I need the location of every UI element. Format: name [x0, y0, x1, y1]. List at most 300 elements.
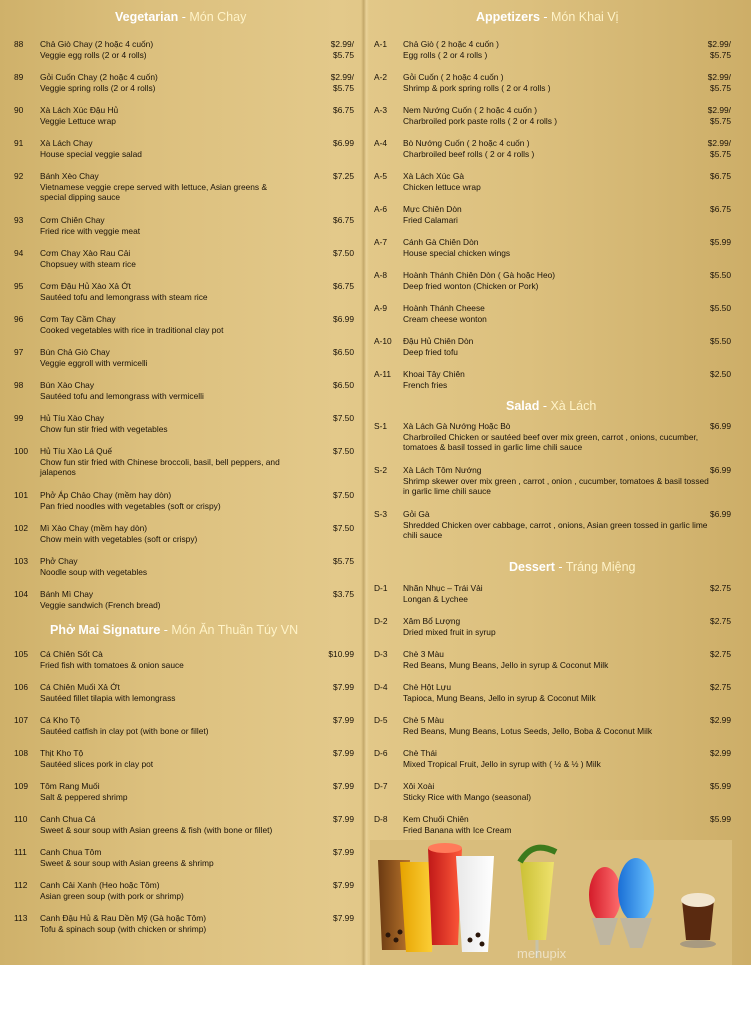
item-name-vietnamese: Chả Giò Chay (2 hoặc 4 cuốn): [40, 39, 154, 49]
item-number: 104: [14, 589, 28, 599]
price-value: $7.50: [333, 490, 354, 500]
item-name-vietnamese: Canh Chua Cá: [40, 814, 96, 824]
price-value: $2.99/: [707, 39, 731, 49]
section-header-appetizers: Appetizers - Món Khai Vị: [476, 10, 619, 24]
item-price: [699, 204, 731, 215]
price-value: $7.50: [333, 248, 354, 258]
item-number: A-9: [374, 303, 388, 313]
item-text: [40, 649, 285, 670]
item-price: [322, 314, 354, 325]
item-description-english: Tofu & spinach soup (with chicken or shrimp): [40, 923, 207, 934]
item-price: [322, 523, 354, 534]
item-text: [40, 913, 285, 934]
item-number: 90: [14, 105, 24, 115]
item-name-vietnamese: Xà Lách Gà Nướng Hoặc Bò: [403, 421, 511, 431]
price-value: $7.99: [333, 814, 354, 824]
item-description-english: Shrimp & pork spring rolls ( 2 or 4 rolls ): [403, 82, 551, 93]
item-description-english: Egg rolls ( 2 or 4 rolls ): [403, 49, 488, 60]
item-text: [403, 171, 713, 192]
item-number: A-7: [374, 237, 388, 247]
item-number: 92: [14, 171, 24, 181]
item-text: [40, 682, 285, 703]
item-text: [403, 465, 713, 497]
item-number: 102: [14, 523, 28, 533]
price-value: $2.75: [710, 583, 731, 593]
item-name-vietnamese: Bún Xào Chay: [40, 380, 95, 390]
item-price: [699, 270, 731, 281]
price-value: $5.99: [710, 814, 731, 824]
item-number: 111: [14, 847, 27, 857]
item-description-english: Sautéed tofu and lemongrass with vermicelli: [40, 390, 204, 401]
item-number: A-3: [374, 105, 388, 115]
item-price: [322, 215, 354, 226]
item-name-vietnamese: Xôi Xoài: [403, 781, 435, 791]
item-name-vietnamese: Gỏi Cuốn Chay (2 hoặc 4 cuốn): [40, 72, 158, 82]
item-name-vietnamese: Chè Hột Lựu: [403, 682, 451, 692]
item-text: [40, 715, 285, 736]
item-text: [403, 369, 713, 390]
item-name-vietnamese: Kem Chuối Chiên: [403, 814, 469, 824]
item-description-english: Shrimp skewer over mix green , carrot , onion , cucumber, tomatoes & basil tossed in garlic lime chili sauce: [403, 475, 709, 497]
item-description-english: Red Beans, Mung Beans, Lotus Seeds, Jello, Boba & Coconut Milk: [403, 725, 653, 736]
item-text: [40, 72, 285, 93]
price-value: $7.25: [333, 171, 354, 181]
item-price: [699, 465, 731, 476]
item-text: [40, 446, 285, 478]
item-number: 106: [14, 682, 28, 692]
item-price: [322, 347, 354, 358]
item-description-english: Sautéed tofu and lemongrass with steam rice: [40, 291, 208, 302]
item-description-english: Chow fun stir fried with Chinese broccoli, basil, bell peppers, and jalapenos: [40, 456, 280, 478]
item-price: [322, 248, 354, 259]
item-price: [699, 583, 731, 594]
item-price: [699, 237, 731, 248]
item-name-vietnamese: Hủ Tíu Xào Lá Quế: [40, 446, 113, 456]
item-description-english: Charbroiled pork paste rolls ( 2 or 4 rolls ): [403, 115, 558, 126]
item-price: [322, 589, 354, 600]
item-name-vietnamese: Cơm Chay Xào Rau Cải: [40, 248, 131, 258]
item-description-english: Fried Banana with Ice Cream: [403, 824, 512, 835]
item-name-vietnamese: Phở Áp Chảo Chay (mềm hay dòn): [40, 490, 172, 500]
item-number: D-6: [374, 748, 388, 758]
price-value: $7.99: [333, 682, 354, 692]
price-value: $5.75: [333, 82, 354, 93]
item-description-english: House special chicken wings: [403, 247, 511, 258]
item-number: A-1: [374, 39, 388, 49]
item-text: [403, 72, 713, 93]
item-price: [322, 446, 354, 457]
item-text: [40, 39, 285, 60]
item-text: [40, 347, 285, 368]
item-description-english: Chow fun stir fried with vegetables: [40, 423, 168, 434]
item-price: [699, 303, 731, 314]
item-description-english: Deep fried tofu: [403, 346, 458, 357]
item-number: 113: [14, 913, 28, 923]
item-text: [403, 583, 713, 604]
page-fold: [361, 0, 369, 965]
item-text: [40, 556, 285, 577]
item-number: S-1: [374, 421, 388, 431]
item-price: [322, 413, 354, 424]
item-description-english: Fried Calamari: [403, 214, 458, 225]
item-description-english: Noodle soup with vegetables: [40, 566, 148, 577]
item-text: [403, 39, 713, 60]
item-number: D-5: [374, 715, 388, 725]
item-text: [403, 303, 713, 324]
item-price: [699, 171, 731, 182]
item-price: [699, 781, 731, 792]
price-value: $5.75: [710, 148, 731, 159]
item-price: [322, 781, 354, 792]
item-name-vietnamese: Đậu Hủ Chiên Dòn: [403, 336, 474, 346]
item-description-english: Salt & peppered shrimp: [40, 791, 128, 802]
item-number: S-2: [374, 465, 388, 475]
item-name-vietnamese: Xà Lách Xúc Đậu Hủ: [40, 105, 119, 115]
price-value: $5.50: [710, 336, 731, 346]
price-value: $10.99: [328, 649, 354, 659]
item-description-english: Sautéed catfish in clay pot (with bone or fillet): [40, 725, 209, 736]
item-name-vietnamese: Mì Xào Chay (mềm hay dòn): [40, 523, 148, 533]
price-value: $6.75: [333, 215, 354, 225]
item-text: [40, 248, 285, 269]
item-description-english: Charbroiled Chicken or sautéed beef over mix green, carrot , onions, cucumber, tomatoes & basil tossed in garlic lime chili sauce: [403, 431, 699, 453]
price-value: $2.99/: [330, 39, 354, 49]
item-text: [40, 380, 285, 401]
item-description-english: Red Beans, Mung Beans, Jello in syrup & Coconut Milk: [403, 659, 609, 670]
item-number: 93: [14, 215, 24, 225]
item-number: D-4: [374, 682, 388, 692]
item-description-english: Cooked vegetables with rice in traditional clay pot: [40, 324, 224, 335]
item-description-english: Sautéed fillet tilapia with lemongrass: [40, 692, 176, 703]
item-text: [40, 314, 285, 335]
item-number: D-2: [374, 616, 388, 626]
price-value: $7.99: [333, 748, 354, 758]
price-value: $5.99: [710, 781, 731, 791]
item-number: 88: [14, 39, 24, 49]
item-number: D-3: [374, 649, 388, 659]
item-name-vietnamese: Mực Chiên Dòn: [403, 204, 462, 214]
item-description-english: Dried mixed fruit in syrup: [403, 626, 496, 637]
price-value: $6.99: [710, 465, 731, 475]
item-price: [322, 847, 354, 858]
item-price: [699, 39, 731, 60]
price-value: $2.99: [710, 715, 731, 725]
price-value: $7.50: [333, 446, 354, 456]
price-value: $7.99: [333, 715, 354, 725]
price-value: $2.99/: [707, 138, 731, 148]
price-value: $5.99: [710, 237, 731, 247]
price-value: $6.75: [710, 204, 731, 214]
item-text: [403, 237, 713, 258]
item-price: [322, 814, 354, 825]
item-text: [403, 105, 713, 126]
item-name-vietnamese: Bánh Mì Chay: [40, 589, 94, 599]
item-price: [322, 39, 354, 60]
item-text: [403, 649, 713, 670]
item-price: [322, 171, 354, 182]
item-description-english: House special veggie salad: [40, 148, 142, 159]
item-price: [322, 138, 354, 149]
item-price: [322, 682, 354, 693]
item-name-vietnamese: Hoành Thánh Cheese: [403, 303, 485, 313]
item-number: 96: [14, 314, 24, 324]
item-name-vietnamese: Nhãn Nhục – Trái Vải: [403, 583, 483, 593]
item-price: [699, 421, 731, 432]
item-name-vietnamese: Cá Kho Tộ: [40, 715, 80, 725]
item-name-vietnamese: Xà Lách Tôm Nướng: [403, 465, 482, 475]
item-name-vietnamese: Cơm Chiên Chay: [40, 215, 105, 225]
item-text: [40, 880, 285, 901]
item-name-vietnamese: Thịt Kho Tộ: [40, 748, 84, 758]
watermark: menupix: [517, 946, 567, 961]
item-number: 100: [14, 446, 28, 456]
price-value: $6.99: [710, 421, 731, 431]
item-number: 99: [14, 413, 24, 423]
item-price: [699, 72, 731, 93]
item-name-vietnamese: Nem Nướng Cuốn ( 2 hoặc 4 cuốn ): [403, 105, 537, 115]
item-name-vietnamese: Canh Cải Xanh (Heo hoặc Tôm): [40, 880, 160, 890]
item-price: [322, 715, 354, 726]
price-value: $7.99: [333, 913, 354, 923]
item-text: [403, 616, 713, 637]
item-text: [40, 490, 285, 511]
item-text: [40, 523, 285, 544]
price-value: $6.99: [333, 138, 354, 148]
item-name-vietnamese: Cơm Tay Cầm Chay: [40, 314, 116, 324]
item-price: [699, 105, 731, 126]
item-description-english: Cream cheese wonton: [403, 313, 487, 324]
item-price: [322, 913, 354, 924]
item-price: [322, 281, 354, 292]
item-name-vietnamese: Chè 5 Màu: [403, 715, 444, 725]
item-description-english: Longan & Lychee: [403, 593, 468, 604]
item-description-english: French fries: [403, 379, 448, 390]
price-value: $7.99: [333, 847, 354, 857]
item-price: [699, 138, 731, 159]
item-price: [699, 814, 731, 825]
item-name-vietnamese: Bún Chả Giò Chay: [40, 347, 110, 357]
item-description-english: Veggie spring rolls (2 or 4 rolls): [40, 82, 156, 93]
item-name-vietnamese: Cơm Đậu Hủ Xào Xả Ớt: [40, 281, 131, 291]
item-price: [322, 72, 354, 93]
price-value: $5.75: [333, 49, 354, 60]
item-description-english: Vietnamese veggie crepe served with lettuce, Asian greens & special dipping sauce: [40, 181, 268, 203]
item-number: 95: [14, 281, 24, 291]
item-name-vietnamese: Canh Đậu Hủ & Rau Dền Mỹ (Gà hoặc Tôm): [40, 913, 207, 923]
item-description-english: Sautéed slices pork in clay pot: [40, 758, 154, 769]
item-description-english: Fried rice with veggie meat: [40, 225, 141, 236]
item-number: D-1: [374, 583, 388, 593]
item-description-english: Sweet & sour soup with Asian greens & shrimp: [40, 857, 214, 868]
item-text: [403, 814, 713, 835]
price-value: $5.75: [710, 49, 731, 60]
item-description-english: Deep fried wonton (Chicken or Pork): [403, 280, 539, 291]
item-price: [699, 748, 731, 759]
item-number: S-3: [374, 509, 388, 519]
price-value: $2.99/: [330, 72, 354, 82]
item-price: [322, 490, 354, 501]
section-header-salad: Salad - Xà Lách: [506, 399, 597, 413]
item-text: [403, 336, 713, 357]
item-number: 110: [14, 814, 28, 824]
item-number: 103: [14, 556, 28, 566]
item-description-english: Veggie Lettuce wrap: [40, 115, 116, 126]
item-number: 94: [14, 248, 24, 258]
item-description-english: Pan fried noodles with vegetables (soft or crispy): [40, 500, 221, 511]
section-header-vegetarian: Vegetarian - Món Chay: [115, 10, 247, 24]
item-name-vietnamese: Chè Thái: [403, 748, 437, 758]
item-price: [322, 380, 354, 391]
item-name-vietnamese: Bánh Xèo Chay: [40, 171, 99, 181]
item-text: [40, 781, 285, 802]
item-name-vietnamese: Tôm Rang Muối: [40, 781, 100, 791]
item-text: [40, 105, 285, 126]
coconut-smoothie-glass: [456, 856, 494, 952]
price-value: $6.50: [333, 347, 354, 357]
item-name-vietnamese: Xà Lách Chay: [40, 138, 93, 148]
item-text: [40, 814, 285, 835]
item-name-vietnamese: Gỏi Cuốn ( 2 hoặc 4 cuốn ): [403, 72, 504, 82]
item-name-vietnamese: Xà Lách Xúc Gà: [403, 171, 464, 181]
price-value: $5.75: [710, 82, 731, 93]
item-number: A-2: [374, 72, 388, 82]
item-description-english: Fried fish with tomatoes & onion sauce: [40, 659, 184, 670]
item-number: 98: [14, 380, 24, 390]
item-description-english: Tapioca, Mung Beans, Jello in syrup & Coconut Milk: [403, 692, 596, 703]
item-name-vietnamese: Hủ Tíu Xào Chay: [40, 413, 105, 423]
price-value: $7.99: [333, 781, 354, 791]
item-name-vietnamese: Cá Chiên Sốt Cà: [40, 649, 103, 659]
item-text: [403, 270, 713, 291]
item-description-english: Asian green soup (with pork or shrimp): [40, 890, 184, 901]
item-description-english: Veggie eggroll with vermicelli: [40, 357, 148, 368]
item-number: 112: [14, 880, 28, 890]
price-value: $6.75: [710, 171, 731, 181]
item-description-english: Chopsuey with steam rice: [40, 258, 136, 269]
item-text: [40, 215, 285, 236]
item-description-english: Veggie sandwich (French bread): [40, 599, 161, 610]
price-value: $7.50: [333, 523, 354, 533]
item-name-vietnamese: Khoai Tây Chiên: [403, 369, 465, 379]
item-number: 105: [14, 649, 28, 659]
item-text: [40, 847, 285, 868]
item-number: 97: [14, 347, 24, 357]
item-name-vietnamese: Chả Giò ( 2 hoặc 4 cuốn ): [403, 39, 499, 49]
item-name-vietnamese: Gỏi Gà: [403, 509, 430, 519]
price-value: $5.75: [710, 115, 731, 126]
item-number: A-11: [374, 369, 392, 379]
item-number: D-7: [374, 781, 388, 791]
item-description-english: Chicken lettuce wrap: [403, 181, 481, 192]
section-header-signature: Phở Mai Signature - Món Ăn Thuần Túy VN: [50, 623, 299, 637]
item-price: [699, 715, 731, 726]
item-name-vietnamese: Chè 3 Màu: [403, 649, 444, 659]
price-value: $2.99: [710, 748, 731, 758]
item-price: [322, 556, 354, 567]
item-text: [40, 413, 285, 434]
price-value: $7.50: [333, 413, 354, 423]
item-description-english: Shredded Chicken over cabbage, carrot , onions, Asian green tossed in garlic lime chili sauce: [403, 519, 708, 541]
price-value: $6.50: [333, 380, 354, 390]
item-price: [699, 616, 731, 627]
item-name-vietnamese: Phở Chay: [40, 556, 78, 566]
item-description-english: Sweet & sour soup with Asian greens & fish (with bone or fillet): [40, 824, 273, 835]
item-name-vietnamese: Canh Chua Tôm: [40, 847, 102, 857]
item-price: [322, 105, 354, 116]
item-number: 108: [14, 748, 28, 758]
item-price: [699, 336, 731, 347]
price-value: $7.99: [333, 880, 354, 890]
item-description-english: Chow mein with vegetables (soft or crispy): [40, 533, 198, 544]
item-text: [40, 589, 285, 610]
price-value: $6.99: [710, 509, 731, 519]
item-price: [322, 748, 354, 759]
price-value: $2.50: [710, 369, 731, 379]
item-price: [322, 880, 354, 891]
price-value: $5.75: [333, 556, 354, 566]
item-description-english: Mixed Tropical Fruit, Jello in syrup with ( ½ & ½ ) Milk: [403, 758, 601, 769]
item-description-english: Charbroiled beef rolls ( 2 or 4 rolls ): [403, 148, 535, 159]
item-text: [403, 421, 713, 453]
price-value: $2.75: [710, 616, 731, 626]
item-number: 89: [14, 72, 24, 82]
item-name-vietnamese: Cá Chiên Muối Xả Ớt: [40, 682, 120, 692]
item-name-vietnamese: Hoành Thánh Chiên Dòn ( Gà hoặc Heo): [403, 270, 556, 280]
section-header-dessert: Dessert - Tráng Miệng: [509, 560, 636, 574]
item-price: [699, 649, 731, 660]
item-text: [403, 509, 713, 541]
price-value: $6.75: [333, 281, 354, 291]
item-text: [403, 204, 713, 225]
item-number: D-8: [374, 814, 388, 824]
item-price: [699, 509, 731, 520]
item-text: [403, 781, 713, 802]
item-text: [403, 715, 713, 736]
item-text: [403, 138, 713, 159]
item-number: 109: [14, 781, 28, 791]
item-name-vietnamese: Cánh Gà Chiên Dòn: [403, 237, 479, 247]
item-price: [699, 682, 731, 693]
price-value: $2.75: [710, 649, 731, 659]
price-value: $2.99/: [707, 72, 731, 82]
item-name-vietnamese: Xâm Bổ Lượng: [403, 616, 461, 626]
item-text: [403, 682, 713, 703]
item-text: [403, 748, 713, 769]
item-text: [40, 171, 285, 203]
item-name-vietnamese: Bò Nướng Cuốn ( 2 hoặc 4 cuốn ): [403, 138, 530, 148]
item-number: A-8: [374, 270, 388, 280]
price-value: $6.99: [333, 314, 354, 324]
item-text: [40, 281, 285, 302]
price-value: $3.75: [333, 589, 354, 599]
item-price: [699, 369, 731, 380]
item-description-english: Sticky Rice with Mango (seasonal): [403, 791, 532, 802]
price-value: $6.75: [333, 105, 354, 115]
item-number: A-5: [374, 171, 388, 181]
item-number: 107: [14, 715, 28, 725]
item-number: 91: [14, 138, 24, 148]
price-value: $5.50: [710, 303, 731, 313]
price-value: $2.99/: [707, 105, 731, 115]
item-price: [322, 649, 354, 660]
item-text: [40, 138, 285, 159]
item-number: A-6: [374, 204, 388, 214]
item-text: [40, 748, 285, 769]
item-number: 101: [14, 490, 28, 500]
price-value: $2.75: [710, 682, 731, 692]
item-number: A-10: [374, 336, 392, 346]
price-value: $5.50: [710, 270, 731, 280]
